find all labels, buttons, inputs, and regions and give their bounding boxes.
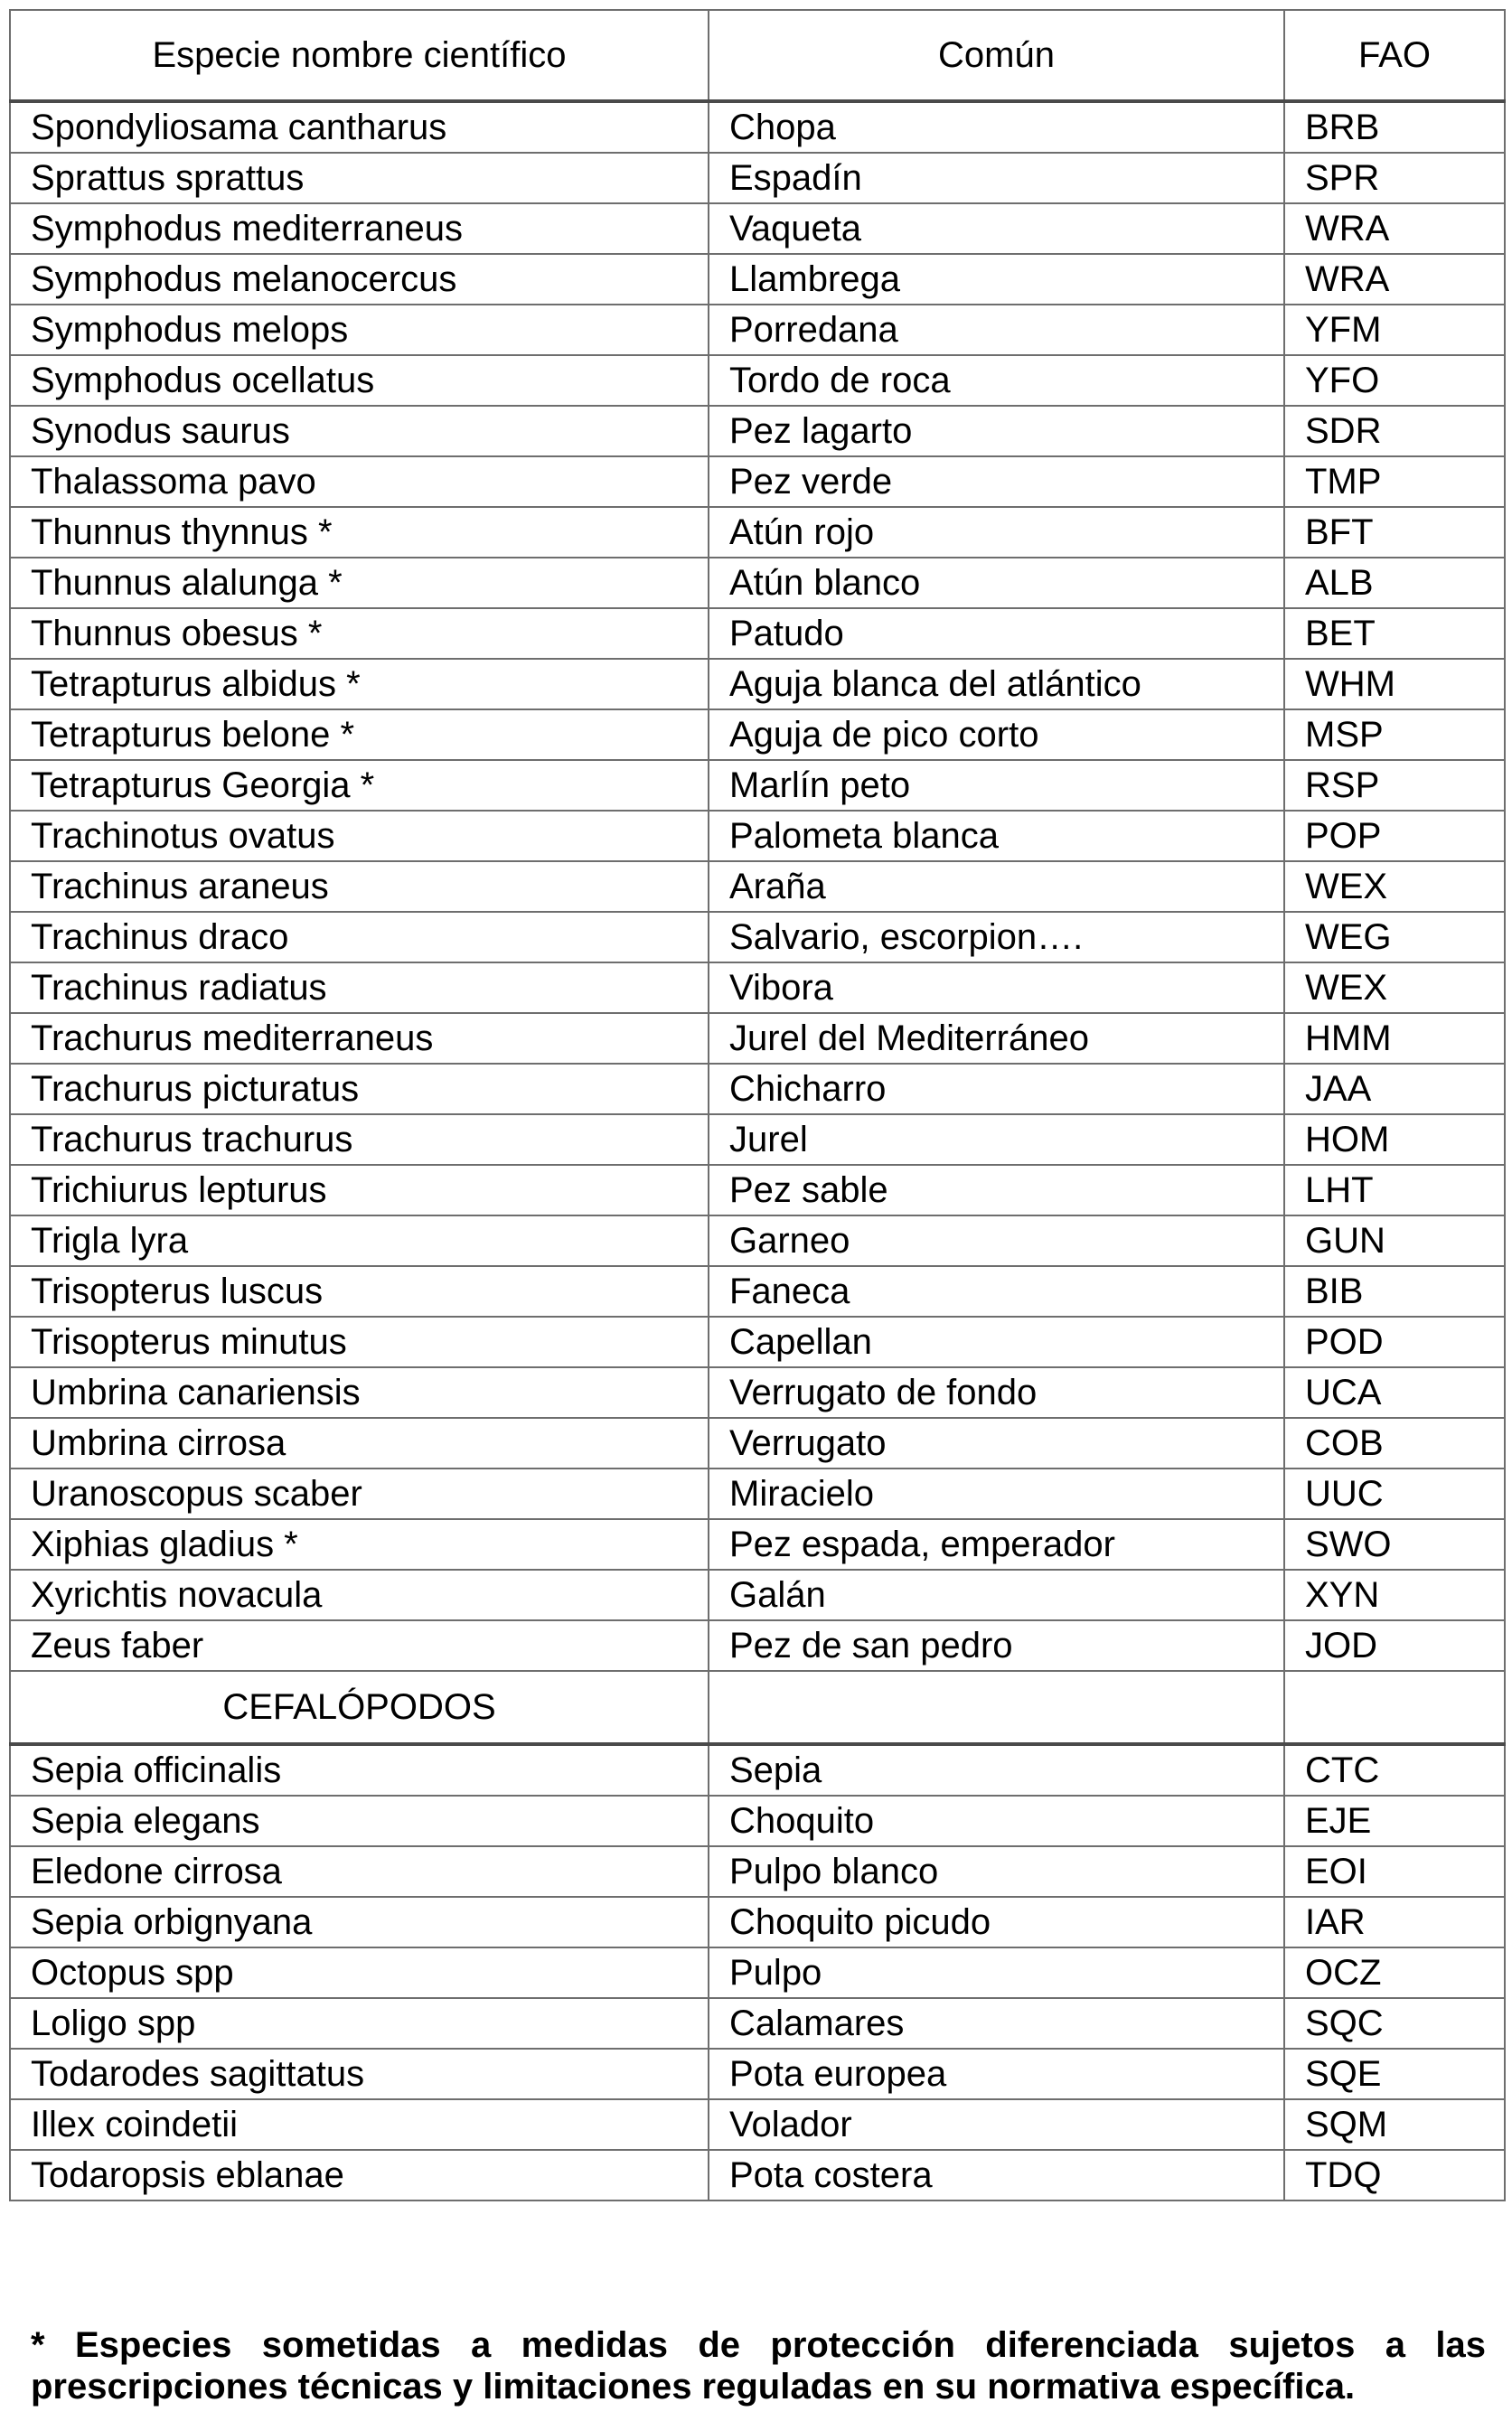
cell-scientific-name: Spondyliosama cantharus [10,101,709,153]
cell-fao-code: WEG [1284,912,1505,962]
cell-common-name: Vibora [709,962,1284,1013]
cell-scientific-name: Symphodus mediterraneus [10,203,709,254]
cell-common-name: Pez verde [709,456,1284,507]
cell-scientific-name: Trichiurus lepturus [10,1165,709,1215]
cell-scientific-name: Zeus faber [10,1620,709,1671]
table-row [10,456,1505,507]
cell-scientific-name: Loligo spp [10,1998,709,2049]
cell-common-name: Chicharro [709,1064,1284,1114]
cell-scientific-name: Octopus spp [10,1947,709,1998]
footnote: * Especies sometidas a medidas de protección diferenciada sujetos a las prescripciones técnicas y limitaciones reguladas en su normativa específica. [31,2325,1486,2407]
cell-scientific-name: Sepia officinalis [10,1744,709,1796]
cell-fao-code: WHM [1284,659,1505,709]
cell-common-name: Pez de san pedro [709,1620,1284,1671]
cell-common-name: Galán [709,1570,1284,1620]
table-row [10,1266,1505,1317]
cell-scientific-name: Tetrapturus belone * [10,709,709,760]
cell-common-name: Palometa blanca [709,811,1284,861]
table-row [10,659,1505,709]
table-row [10,962,1505,1013]
table-row [10,254,1505,305]
cell-fao-code: UUC [1284,1469,1505,1519]
cell-fao-code: YFM [1284,305,1505,355]
header-row [10,10,1505,101]
cell-common-name: Aguja blanca del atlántico [709,659,1284,709]
table-row [10,760,1505,811]
cell-common-name: Pez sable [709,1165,1284,1215]
cell-scientific-name: Trachurus picturatus [10,1064,709,1114]
cell-common-name: Verrugato de fondo [709,1367,1284,1418]
table-row [10,1947,1505,1998]
cell-fao-code: GUN [1284,1215,1505,1266]
cell-scientific-name: Thunnus alalunga * [10,558,709,608]
cell-scientific-name: Uranoscopus scaber [10,1469,709,1519]
table-row [10,1418,1505,1469]
table-row [10,2099,1505,2150]
cell-fao-code: JOD [1284,1620,1505,1671]
cell-fao-code: POD [1284,1317,1505,1367]
cell-common-name: Pez espada, emperador [709,1519,1284,1570]
cell-common-name: Pota europea [709,2049,1284,2099]
table-row [10,101,1505,153]
cell-scientific-name: Thalassoma pavo [10,456,709,507]
cell-fao-code: HOM [1284,1114,1505,1165]
table-row [10,1744,1505,1796]
cell-common-name: Chopa [709,101,1284,153]
cell-fao-code: BIB [1284,1266,1505,1317]
cell-fao-code: LHT [1284,1165,1505,1215]
cell-common-name: Choquito [709,1796,1284,1846]
cell-scientific-name: Sprattus sprattus [10,153,709,203]
cell-fao-code: TDQ [1284,2150,1505,2200]
cell-fao-code: BET [1284,608,1505,659]
cell-common-name: Choquito picudo [709,1897,1284,1947]
cell-fao-code: TMP [1284,456,1505,507]
cell-scientific-name: Thunnus obesus * [10,608,709,659]
cell-common-name: Pez lagarto [709,406,1284,456]
table-row [10,305,1505,355]
cell-fao-code: EJE [1284,1796,1505,1846]
cell-fao-code: SWO [1284,1519,1505,1570]
table-row [10,2150,1505,2200]
cell-scientific-name: Trachinotus ovatus [10,811,709,861]
cell-fao-code: MSP [1284,709,1505,760]
cell-fao-code: JAA [1284,1064,1505,1114]
cell-fao-code: SQE [1284,2049,1505,2099]
cell-scientific-name: Tetrapturus Georgia * [10,760,709,811]
cell-common-name: Jurel del Mediterráneo [709,1013,1284,1064]
table-row [10,1897,1505,1947]
cell-fao-code: SQC [1284,1998,1505,2049]
table-row [10,355,1505,406]
cell-fao-code: SPR [1284,153,1505,203]
cell-common-name: Pota costera [709,2150,1284,2200]
cell-fao-code: WEX [1284,861,1505,912]
table-row [10,507,1505,558]
cell-fao-code: SDR [1284,406,1505,456]
section-empty-cell [709,1671,1284,1744]
table-row [10,1215,1505,1266]
cell-scientific-name: Symphodus melops [10,305,709,355]
cell-common-name: Porredana [709,305,1284,355]
cell-scientific-name: Symphodus ocellatus [10,355,709,406]
cell-scientific-name: Tetrapturus albidus * [10,659,709,709]
table-row [10,1013,1505,1064]
cell-common-name: Pulpo blanco [709,1846,1284,1897]
cell-fao-code: UCA [1284,1367,1505,1418]
cell-common-name: Patudo [709,608,1284,659]
cell-common-name: Verrugato [709,1418,1284,1469]
table-row [10,1998,1505,2049]
cell-scientific-name: Xyrichtis novacula [10,1570,709,1620]
cell-scientific-name: Trachurus trachurus [10,1114,709,1165]
section-empty-cell [1284,1671,1505,1744]
cell-common-name: Salvario, escorpion…. [709,912,1284,962]
table-row [10,709,1505,760]
cell-scientific-name: Todarodes sagittatus [10,2049,709,2099]
cell-fao-code: WRA [1284,203,1505,254]
table-row [10,1796,1505,1846]
table-row [10,608,1505,659]
table-row [10,1570,1505,1620]
cell-fao-code: BRB [1284,101,1505,153]
table-row [10,406,1505,456]
cell-common-name: Capellan [709,1317,1284,1367]
cell-common-name: Faneca [709,1266,1284,1317]
table-row [10,558,1505,608]
cell-scientific-name: Xiphias gladius * [10,1519,709,1570]
cell-fao-code: BFT [1284,507,1505,558]
cell-scientific-name: Eledone cirrosa [10,1846,709,1897]
cell-scientific-name: Umbrina canariensis [10,1367,709,1418]
section-label: CEFALÓPODOS [10,1671,709,1744]
cell-fao-code: RSP [1284,760,1505,811]
cell-fao-code: ALB [1284,558,1505,608]
cell-scientific-name: Trachinus radiatus [10,962,709,1013]
cell-common-name: Atún blanco [709,558,1284,608]
table-row [10,1519,1505,1570]
table-row [10,1064,1505,1114]
cell-scientific-name: Sepia elegans [10,1796,709,1846]
cell-fao-code: YFO [1284,355,1505,406]
table-row [10,2049,1505,2099]
table-row [10,1620,1505,1671]
table-row [10,203,1505,254]
cell-scientific-name: Trisopterus luscus [10,1266,709,1317]
cell-common-name: Vaqueta [709,203,1284,254]
cell-common-name: Espadín [709,153,1284,203]
table-row [10,1846,1505,1897]
cell-fao-code: POP [1284,811,1505,861]
cell-common-name: Sepia [709,1744,1284,1796]
table-row [10,153,1505,203]
cell-fao-code: EOI [1284,1846,1505,1897]
cell-scientific-name: Trachinus draco [10,912,709,962]
cell-scientific-name: Symphodus melanocercus [10,254,709,305]
cell-common-name: Jurel [709,1114,1284,1165]
cell-scientific-name: Todaropsis eblanae [10,2150,709,2200]
cell-fao-code: SQM [1284,2099,1505,2150]
table-row [10,912,1505,962]
cell-scientific-name: Umbrina cirrosa [10,1418,709,1469]
header-common-name: Común [709,10,1284,101]
table-row [10,1114,1505,1165]
cell-scientific-name: Illex coindetii [10,2099,709,2150]
cell-scientific-name: Trachinus araneus [10,861,709,912]
table-row [10,1165,1505,1215]
cell-common-name: Aguja de pico corto [709,709,1284,760]
cell-common-name: Tordo de roca [709,355,1284,406]
cell-common-name: Volador [709,2099,1284,2150]
section-row-cephalopods [10,1671,1505,1744]
table-row [10,861,1505,912]
cell-fao-code: HMM [1284,1013,1505,1064]
cell-fao-code: IAR [1284,1897,1505,1947]
cell-scientific-name: Trisopterus minutus [10,1317,709,1367]
species-table [9,9,1506,2201]
table-row [10,1317,1505,1367]
cell-common-name: Atún rojo [709,507,1284,558]
cell-common-name: Calamares [709,1998,1284,2049]
cell-fao-code: WRA [1284,254,1505,305]
table-row [10,1367,1505,1418]
cell-scientific-name: Thunnus thynnus * [10,507,709,558]
cell-common-name: Pulpo [709,1947,1284,1998]
header-fao-code: FAO [1284,10,1505,101]
table-row [10,811,1505,861]
cell-fao-code: COB [1284,1418,1505,1469]
cell-common-name: Marlín peto [709,760,1284,811]
cell-fao-code: OCZ [1284,1947,1505,1998]
cell-fao-code: CTC [1284,1744,1505,1796]
cell-common-name: Miracielo [709,1469,1284,1519]
cell-scientific-name: Sepia orbignyana [10,1897,709,1947]
cell-common-name: Garneo [709,1215,1284,1266]
cell-common-name: Araña [709,861,1284,912]
table-header [10,10,1505,101]
cell-fao-code: XYN [1284,1570,1505,1620]
cell-scientific-name: Synodus saurus [10,406,709,456]
table-body [10,101,1505,2200]
cell-scientific-name: Trigla lyra [10,1215,709,1266]
header-scientific-name: Especie nombre científico [10,10,709,101]
cell-scientific-name: Trachurus mediterraneus [10,1013,709,1064]
table-row [10,1469,1505,1519]
cell-common-name: Llambrega [709,254,1284,305]
cell-fao-code: WEX [1284,962,1505,1013]
